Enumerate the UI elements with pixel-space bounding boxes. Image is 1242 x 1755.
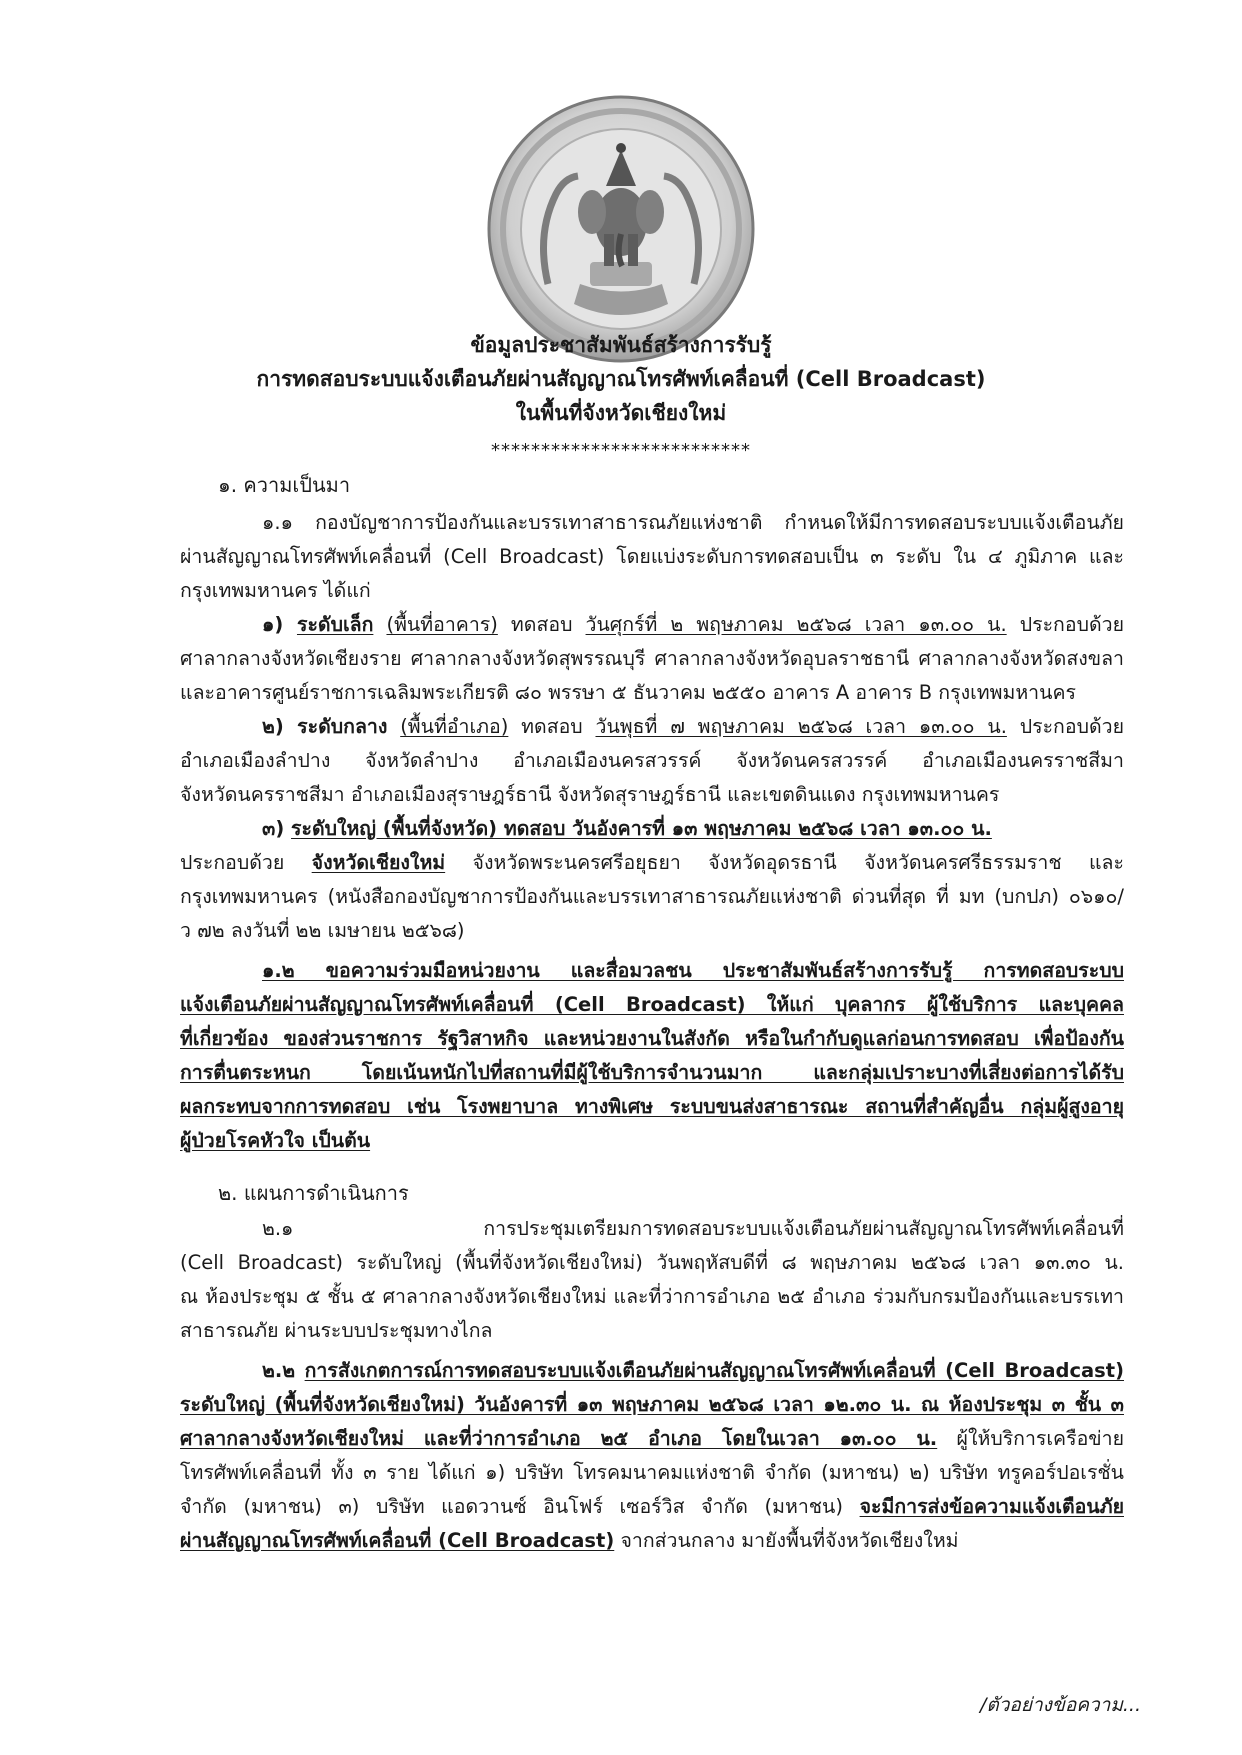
title-line-2: การทดสอบระบบแจ้งเตือนภัยผ่านสัญญาณโทรศัพท์เคลื่อนที่ (Cell Broadcast) [256,367,986,391]
para-1-2-line-2: แจ้งเตือนภัยผ่านสัญญาณโทรศัพท์เคลื่อนที่ (Cell Broadcast) ให้แก่ บุคลากร ผู้ใช้บริการ และบุคคล [180,993,1124,1016]
para-2-2-l3b: ผู้ให้บริการเครือข่าย [937,1427,1124,1450]
para-2-2-line-2: ระดับใหญ่ (พื้นที่จังหวัดเชียงใหม่) วันอังคารที่ ๑๓ พฤษภาคม ๒๕๖๘ เวลา ๑๒.๓๐ น. ณ ห้องประชุม ๓ ชั้น ๓ [180,1393,1124,1416]
item-1-area: (พื้นที่อาคาร) [386,613,498,636]
para-2-2-line-3 [180,1422,1124,1456]
section-2-heading: ๒. แผนการดำเนินการ [218,1181,409,1205]
para-1-2-line-4: การตื่นตระหนก โดยเน้นหนักไปที่สถานที่มีผู้ใช้บริการจำนวนมาก และกลุ่มเปราะบางที่เสี่ยงต่อการได้รับ [180,1061,1124,1084]
item-3-chiangmai: จังหวัดเชียงใหม่ [311,851,446,874]
item-1-date: วันศุกร์ที่ ๒ พฤษภาคม ๒๕๖๘ เวลา ๑๓.๐๐ น. [585,613,1007,636]
para-2-2-l5a: จำกัด (มหาชน) ๓) บริษัท แอดวานซ์ อินโฟร์ เซอร์วิส จำกัด (มหาชน) [180,1495,860,1518]
item-3-l2a: ประกอบด้วย [180,851,312,874]
item-2-number: ๒) [262,715,298,738]
item-3-line-4: ว ๗๒ ลงวันที่ ๒๒ เมษายน ๒๕๖๘) [180,919,465,942]
section-1-heading: ๑. ความเป็นมา [218,473,351,497]
item-1-test: ทดสอบ [497,613,586,636]
item-2-line-3: จังหวัดนครราชสีมา อำเภอเมืองสุราษฎร์ธานี จังหวัดสุราษฎร์ธานี และเขตดินแดง กรุงเทพมหานคร [180,783,1000,806]
para-2-1-line-4: สาธารณภัย ผ่านระบบประชุมทางไกล [180,1319,493,1342]
item-2-date: วันพุธที่ ๗ พฤษภาคม ๒๕๖๘ เวลา ๑๓.๐๐ น. [595,715,1007,738]
item-2-level: ระดับกลาง [297,715,388,738]
para-2-2-line-5 [180,1490,1124,1524]
item-1-line-2: ศาลากลางจังหวัดเชียงราย ศาลากลางจังหวัดสุพรรณบุรี ศาลากลางจังหวัดอุบลราชธานี ศาลากลางจังหวัดสงขลา [180,647,1124,670]
title-line-1: ข้อมูลประชาสัมพันธ์สร้างการรับรู้ [470,333,772,357]
item-1-rest: ประกอบด้วย [1006,613,1124,636]
item-2-test: ทดสอบ [508,715,596,738]
para-2-1-line-1: ๒.๑ การประชุมเตรียมการทดสอบระบบแจ้งเตือนภัยผ่านสัญญาณโทรศัพท์เคลื่อนที่ [262,1217,1124,1240]
para-1-1-line-1: ๑.๑ กองบัญชาการป้องกันและบรรเทาสาธารณภัยแห่งชาติ กำหนดให้มีการทดสอบระบบแจ้งเตือนภัย [262,511,1124,534]
item-1-number: ๑) [262,613,297,636]
item-3-l2c: จังหวัดพระนครศรีอยุธยา จังหวัดอุดรธานี จังหวัดนครศรีธรรมราช และ [445,851,1124,874]
para-1-2-line-3: ที่เกี่ยวข้อง ของส่วนราชการ รัฐวิสาหกิจ และหน่วยงานในสังกัด หรือในกำกับดูแลก่อนการทดสอบ เพื่อป้องกัน [180,1027,1124,1050]
continuation-note: /ตัวอย่างข้อความ... [980,1694,1141,1716]
para-2-1-line-2: (Cell Broadcast) ระดับใหญ่ (พื้นที่จังหวัดเชียงใหม่) วันพฤหัสบดีที่ ๘ พฤษภาคม ๒๕๖๘ เวลา ๑๓.๓๐ น. [180,1251,1124,1274]
item-2-line-1 [262,710,1124,744]
item-3-number: ๓) [262,817,292,840]
para-1-1-line-2: ผ่านสัญญาณโทรศัพท์เคลื่อนที่ (Cell Broadcast) โดยแบ่งระดับการทดสอบเป็น ๓ ระดับ ใน ๔ ภูมิภาค และ [180,545,1124,568]
para-2-2-l3a: ศาลากลางจังหวัดเชียงใหม่ และที่ว่าการอำเภอ ๒๕ อำเภอ โดยในเวลา ๑๓.๐๐ น. [180,1427,938,1450]
item-2-area: (พื้นที่อำเภอ) [400,715,509,738]
item-2-rest: ประกอบด้วย [1006,715,1124,738]
para-2-2-line-1 [262,1354,1124,1388]
para-2-2-line-4: โทรศัพท์เคลื่อนที่ ทั้ง ๓ ราย ได้แก่ ๑) บริษัท โทรคมนาคมแห่งชาติ จำกัด (มหาชน) ๒) บริษัท ทรูคอร์ปอเรชั่น [180,1461,1124,1484]
para-2-2-number: ๒.๒ [262,1359,305,1382]
item-2-line-2: อำเภอเมืองลำปาง จังหวัดลำปาง อำเภอเมืองนครสวรรค์ จังหวัดนครสวรรค์ อำเภอเมืองนครราชสีมา [180,749,1124,772]
para-2-2-l1-text: การสังเกตการณ์การทดสอบระบบแจ้งเตือนภัยผ่านสัญญาณโทรศัพท์เคลื่อนที่ (Cell Broadcast) [304,1359,1124,1382]
para-1-1-line-3: กรุงเทพมหานคร ได้แก่ [180,579,371,602]
para-2-2-l6b: จากส่วนกลาง มายังพื้นที่จังหวัดเชียงใหม่ [614,1529,959,1552]
item-3-bold: ระดับใหญ่ (พื้นที่จังหวัด) ทดสอบ วันอังคารที่ ๑๓ พฤษภาคม ๒๕๖๘ เวลา ๑๓.๐๐ น. [291,817,992,840]
para-2-1-line-3: ณ ห้องประชุม ๕ ชั้น ๕ ศาลากลางจังหวัดเชียงใหม่ และที่ว่าการอำเภอ ๒๕ อำเภอ ร่วมกับกรมป้องกันและบรรเทา [180,1285,1124,1308]
title-line-3: ในพื้นที่จังหวัดเชียงใหม่ [515,401,727,425]
item-1-level: ระดับเล็ก [296,613,374,636]
item-3-line-3: กรุงเทพมหานคร (หนังสือกองบัญชาการป้องกันและบรรเทาสาธารณภัยแห่งชาติ ด่วนที่สุด ที่ มท (บกปภ) ๐๖๑๐/ [180,885,1124,908]
divider-stars: ************************** [491,440,751,461]
government-seal-icon [486,94,756,364]
para-1-2-line-5: ผลกระทบจากการทดสอบ เช่น โรงพยาบาล ทางพิเศษ ระบบขนส่งสาธารณะ สถานที่สำคัญอื่น กลุ่มผู้สูงอายุ [180,1095,1124,1118]
para-2-2-l5b: จะมีการส่งข้อความแจ้งเตือนภัย [859,1495,1124,1518]
para-2-2-line-6 [180,1524,1124,1558]
para-1-2-line-1: ๑.๒ ขอความร่วมมือหน่วยงาน และสื่อมวลชน ประชาสัมพันธ์สร้างการรับรู้ การทดสอบระบบ [262,959,1124,982]
item-1-line-3: และอาคารศูนย์ราชการเฉลิมพระเกียรติ ๘๐ พรรษา ๕ ธันวาคม ๒๕๕๐ อาคาร A อาคาร B กรุงเทพมหานคร [180,681,1076,704]
para-2-2-l6a: ผ่านสัญญาณโทรศัพท์เคลื่อนที่ (Cell Broadcast) [180,1529,615,1552]
item-3-line-2 [180,846,1124,880]
item-1-line-1 [262,608,1124,642]
item-3-line-1 [262,812,1124,846]
para-1-2-line-6: ผู้ป่วยโรคหัวใจ เป็นต้น [180,1129,371,1152]
